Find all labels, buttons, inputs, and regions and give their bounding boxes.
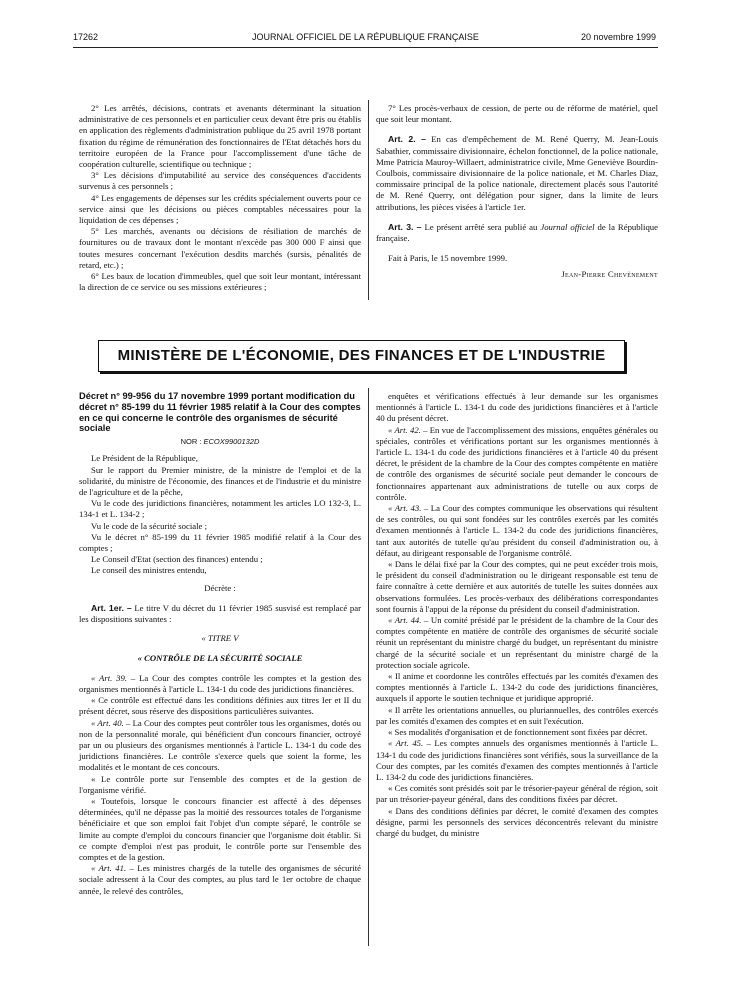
article-paragraph bbox=[79, 796, 361, 863]
article-paragraph bbox=[376, 738, 658, 783]
article-label: Art. 2. – bbox=[388, 134, 426, 145]
decrete: Décrète : bbox=[204, 582, 236, 593]
article-label: Art. 3. – bbox=[388, 221, 422, 232]
article-label: « Art. 45. bbox=[388, 738, 424, 749]
article-text: « Ses modalités d'organisation et de fonctionnement sont fixées par décret. bbox=[388, 727, 648, 738]
article-label: « Art. 44. bbox=[388, 615, 422, 626]
article-paragraph bbox=[376, 425, 658, 503]
article-text: « Ce contrôle est effectué dans les conditions définies aux titres Ier et II du présent décret, sous réserve des dispositions particulières suivantes. bbox=[79, 695, 361, 717]
article-text: « Il arrête les orientations annuelles, ou pluriannuelles, des contrôles exercés par les comités d'examen des comptes et en suit l'exécution. bbox=[376, 704, 658, 726]
ministry-title: MINISTÈRE DE L'ÉCONOMIE, DES FINANCES ET DE L'INDUSTRIE bbox=[117, 347, 606, 364]
list-item: 6° Les baux de location d'immeubles, quel que soit leur montant, intéressant la direction de ce service ou ses missions extérieures ; bbox=[79, 271, 361, 293]
article-label: « Art. 42. bbox=[388, 424, 421, 435]
article-paragraph bbox=[376, 705, 658, 727]
page-header bbox=[0, 32, 731, 44]
article-text: « Dans des conditions définies par décret, le comité d'examen des comptes désigne, parmi les personnels des services déconcentrés relevant du ministre chargé du budget, du ministre bbox=[376, 805, 658, 838]
article-text: « Toutefois, lorsque le concours financier est affecté à des dépenses déterminées, qu'il ne dépasse pas la moitié des ressources totales de l'organisme bénéficiaire et que son emploi fait l'objet d'un compte séparé, le contrôle se limite au compte d'emploi du concours financier que l'organisme doit établir. Si ce compte d'emploi n'est pas produit, le contrôle porte sur l'ensemble des comptes et de la gestion. bbox=[79, 795, 361, 862]
preamble-line: Le Président de la République, bbox=[91, 453, 198, 464]
article-paragraph bbox=[376, 559, 658, 615]
signature-date: Fait à Paris, le 15 novembre 1999. bbox=[388, 253, 508, 264]
article-text: – Les comptes annuels des organismes mentionnés à l'article L. 134-1 du code des juridictions financières sont vérifiés, sous la surveillance de la Cour des comptes, par les comités d'examen des comptes mentionnés à l'article L. 134-2 du code des juridictions financières. bbox=[376, 738, 659, 782]
header-rule bbox=[73, 47, 658, 48]
article-paragraph bbox=[376, 391, 658, 425]
list-item: 4° Les engagements de dépenses sur les crédits spécialement ouverts pour ce service ainsi que les décisions ou pièces comptables nécessaires pour la liquidation de ces dépenses ; bbox=[79, 192, 361, 226]
preamble-line: Le conseil des ministres entendu, bbox=[91, 565, 207, 576]
article-paragraph bbox=[376, 615, 658, 671]
page-number: 17262 bbox=[73, 32, 99, 42]
list-item: 7° Les procès-verbaux de cession, de perte ou de réforme de matériel, quel que soit leur montant. bbox=[376, 103, 658, 125]
article-text: – La Cour des comptes peut contrôler tous les organismes, dotés ou non de la personnalité morale, qui bénéficient d'un concours financier, octroyé par un ou plusieurs des organismes mentionnés à l'article L. 134-1 du code des juridictions financières. Le contrôle s'exerce quels que soient la forme, les modalités et le montant de ces concours. bbox=[79, 717, 361, 773]
titre-heading: « TITRE V bbox=[201, 632, 239, 643]
article-text: « Il anime et coordonne les contrôles effectués par les comités d'examen des comptes mentionnés à l'article L. 134-2 du code des juridictions financières, auxquels il apporte le soutien technique et juridique approprié. bbox=[376, 671, 658, 704]
article-label: « Art. 40. bbox=[91, 717, 124, 728]
preamble-line: Vu le code des juridictions financières, notamment les articles LO 132-3, L. 134-1 et L. 134-2 ; bbox=[79, 498, 361, 520]
article-text: – Les ministres chargés de la tutelle des organismes de sécurité sociale adressent à la Cour des comptes, au plus tard le 1er octobre de chaque année, le relevé des contrôles, bbox=[79, 863, 361, 896]
decree-right-column bbox=[376, 391, 658, 839]
list-item: 3° Les décisions d'imputabilité au service des conséquences d'accidents survenus à ces personnels ; bbox=[79, 170, 361, 192]
article-list bbox=[79, 673, 361, 897]
article-text: enquêtes et vérifications effectués à leur demande sur les organismes mentionnés à l'article L. 134-1 du code des juridictions financières et à l'article 40 du présent décret. bbox=[376, 391, 658, 424]
journal-title: JOURNAL OFFICIEL DE LA RÉPUBLIQUE FRANÇAISE bbox=[252, 32, 479, 42]
article-paragraph bbox=[376, 806, 658, 840]
article-3: Art. 3. – Le présent arrêté sera publié au Journal officiel de la République française. bbox=[376, 221, 658, 244]
article-label: « Art. 41. bbox=[91, 863, 127, 874]
article-paragraph bbox=[79, 673, 361, 695]
column-divider bbox=[368, 100, 369, 300]
article-text: En cas d'empêchement de M. René Querry, M. Jean-Louis Sabathier, commissaire divisionnaire, échelon fonctionnel, de la police nationale, Mme Patricia Mauroy-Willaert, administratrice civile, Mme Geneviève Bourdin-Coulbois, commissaire divisionnaire de la police nationale, et M. Charles Diaz, commissaire principal de la police nationale, directement placés sous l'autorité de M. René Querry, ont délégation pour signer, dans la limite de leurs attributions, les pièces visées à l'article 1er. bbox=[376, 134, 658, 212]
decree-left-column bbox=[79, 391, 361, 897]
article-label: Art. 1er. – bbox=[91, 602, 132, 613]
article-2 bbox=[376, 134, 658, 212]
article-list bbox=[376, 391, 658, 839]
column-divider bbox=[368, 388, 369, 946]
article-text: « Ces comités sont présidés soit par le trésorier-payeur général de région, soit par un trésorier-payeur général, dans des conditions fixées par décret. bbox=[376, 783, 658, 805]
top-right-column bbox=[376, 103, 658, 281]
list-item: 5° Les marchés, avenants ou décisions de résiliation de marchés de fournitures ou de travaux dont le montant n'excède pas 300 000 F ainsi que toutes mesures concernant l'exécution desdits marchés (sursis, pénalités de retard, etc.) ; bbox=[79, 226, 361, 270]
article-label: « Art. 39. bbox=[91, 672, 128, 683]
article-text: Le titre V du décret du 11 février 1985 susvisé est remplacé par les dispositions suivantes : bbox=[79, 602, 361, 624]
journal-reference: Journal officiel bbox=[540, 221, 595, 232]
preamble-line: Le Conseil d'Etat (section des finances) entendu ; bbox=[91, 554, 263, 565]
preamble-line: Vu le décret n° 85-199 du 11 février 1985 modifié relatif à la Cour des comptes ; bbox=[79, 531, 361, 554]
article-text: « Dans le délai fixé par la Cour des comptes, qui ne peut excéder trois mois, le président du conseil d'administration ou le dirigeant responsable est tenu de faire connaître à cette dernière et aux autorités de tutelle les suites données aux observations formulées. Les procès-verbaux des délibérations correspondantes sont fournis à l'appui de la réponse du président du conseil d'administration. bbox=[376, 559, 658, 614]
article-paragraph bbox=[376, 503, 658, 559]
article-text: – En vue de l'accomplissement des missions, enquêtes générales ou spéciales, contrôles et vérifications portant sur les organismes mentionnés à l'article L. 134-1 du code des juridictions financières et à l'article 40 du présent décret, le président de la chambre de la Cour des comptes compétente en matière de contrôle des organismes de sécurité sociale peut demander le concours de fonctionnaires appartenant aux administrations de tutelle ou aux corps de contrôle. bbox=[376, 424, 659, 502]
section-heading: « CONTRÔLE DE LA SÉCURITÉ SOCIALE bbox=[137, 652, 303, 663]
article-text: – La Cour des comptes contrôle les comptes et la gestion des organismes mentionnés à l'article L. 134-1 du code des juridictions financières. bbox=[79, 672, 361, 694]
article-paragraph bbox=[79, 863, 361, 897]
article-paragraph bbox=[79, 695, 361, 717]
issue-date: 20 novembre 1999 bbox=[580, 32, 656, 42]
article-1 bbox=[79, 603, 361, 625]
preamble-line: Vu le code de la sécurité sociale ; bbox=[91, 520, 207, 531]
nor-reference: NOR : ECOX9900132D bbox=[180, 437, 260, 447]
article-text: – Un comité présidé par le président de la chambre de la Cour des comptes compétente en matière de contrôle des organismes de sécurité sociale réunit un représentant du ministre chargé du budget, un représentant du ministre chargé de la sécurité sociale et un représentant du ministre chargé de la protection sociale agricole. bbox=[376, 615, 658, 670]
preamble-line: Sur le rapport du Premier ministre, de la ministre de l'emploi et de la solidarité, du ministre de l'économie, des finances et de l'industrie et du ministre de l'agriculture et de la pêche, bbox=[79, 464, 361, 497]
signature: Jean-Pierre Chevènement bbox=[561, 269, 658, 280]
top-left-column bbox=[79, 103, 361, 293]
article-text: « Le contrôle porte sur l'ensemble des comptes et de la gestion de l'organisme vérifié. bbox=[79, 773, 361, 795]
article-label: « Art. 43. bbox=[388, 503, 422, 514]
article-paragraph bbox=[376, 727, 658, 738]
article-paragraph bbox=[79, 718, 361, 774]
article-paragraph bbox=[376, 783, 658, 805]
decree-title: Décret n° 99-956 du 17 novembre 1999 portant modification du décret n° 85-199 du 11 février 1985 relatif à la Cour des comptes en ce qui concerne le contrôle des organismes de sécurité sociale bbox=[79, 391, 361, 434]
ministry-banner bbox=[98, 340, 625, 372]
article-text: – La Cour des comptes communique les observations qui résultent de ses contrôles, ou qui sont fondées sur les contrôles exercés par les comités d'examen mentionnés à l'article L. 134-2 du code des juridictions financières, tant aux autorités de tutelle qu'au président du conseil d'administration ou, à défaut, au dirigeant responsable de l'organisme contrôlé. bbox=[376, 503, 658, 558]
article-paragraph bbox=[376, 671, 658, 705]
list-item: 2° Les arrêtés, décisions, contrats et avenants déterminant la situation administrative de ces personnels et en particulier ceux devant être pris ou établis en application des règlements d'administration publique du 25 avril 1978 portant fixation du régime de rémunération des fonctionnaires de l'Etat détachés hors du territoire européen de la France pour l'accomplissement d'une tâche de coopération culturelle, scientifique ou technique ; bbox=[79, 103, 361, 170]
article-paragraph bbox=[79, 774, 361, 796]
